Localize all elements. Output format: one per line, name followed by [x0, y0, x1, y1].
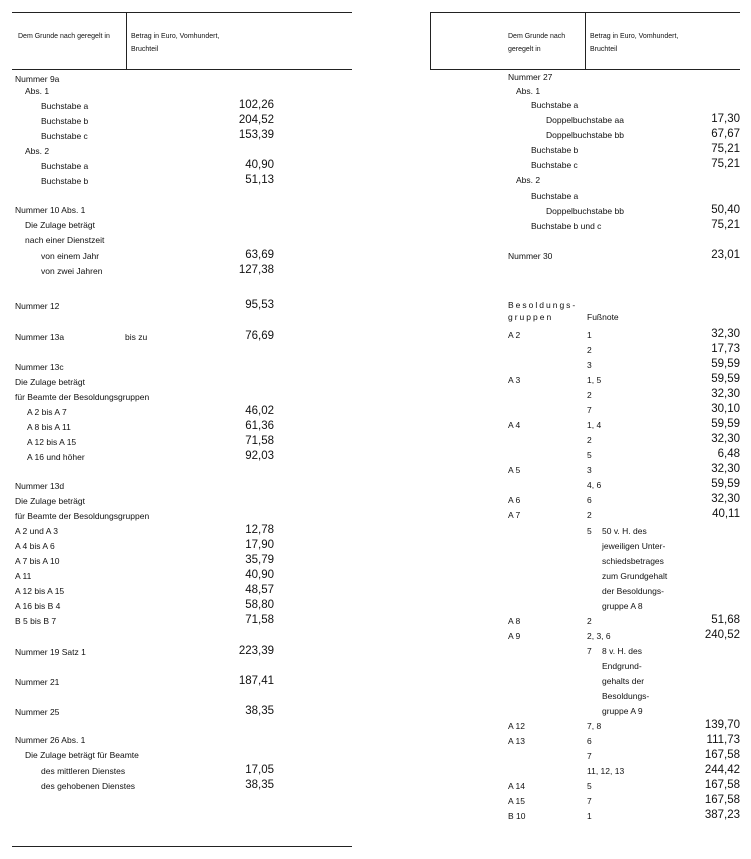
entry-label: Abs. 2 [25, 146, 50, 156]
entry-label: Buchstabe b [531, 145, 579, 155]
grade-amount: 32,30 [711, 388, 740, 400]
grade-amount: 32,30 [711, 433, 740, 445]
footnote-ref: 1 [587, 330, 592, 340]
entry-row [12, 204, 352, 218]
entry-row [12, 706, 352, 720]
grade-amount: 59,59 [711, 418, 740, 430]
entry-row [12, 765, 352, 779]
grade-heading-line-2 [430, 311, 740, 325]
grade-label: A 7 [508, 510, 521, 520]
entry-label: Buchstabe a [531, 100, 579, 110]
entry-label: Nummer 10 Abs. 1 [15, 205, 86, 215]
grade-amount: 59,59 [711, 358, 740, 370]
footnote-ref: 11, 12, 13 [587, 766, 625, 776]
footnote-ref: 7 [587, 796, 592, 806]
entry-label: Nummer 13a [15, 332, 65, 342]
entry-row [12, 525, 352, 539]
grade-row [430, 479, 740, 493]
entry-row [430, 174, 740, 188]
grade-label: B 10 [508, 811, 526, 821]
entry-amount: 17,30 [711, 113, 740, 125]
footnote-ref: 7 [587, 751, 592, 761]
entry-label: für Beamte der Besoldungsgruppen [15, 511, 150, 521]
entry-amount: 153,39 [238, 129, 274, 141]
entry-row [430, 205, 740, 219]
grade-amount: 6,48 [717, 448, 740, 460]
grade-heading: Besoldungs- [508, 300, 578, 310]
grade-amount: 32,30 [711, 463, 740, 475]
entry-row [12, 175, 352, 189]
grade-row [430, 675, 740, 689]
grade-row [430, 570, 740, 584]
grade-row [430, 494, 740, 508]
footnote-ref: 7 [587, 646, 592, 656]
grade-row [430, 374, 740, 388]
grade-row [430, 660, 740, 674]
entry-label: Abs. 1 [516, 86, 541, 96]
grade-row [430, 525, 740, 539]
entry-amount: 12,78 [245, 524, 274, 536]
entry-label: A 2 bis A 7 [27, 407, 67, 417]
entry-amount: 40,90 [245, 159, 274, 171]
left-column [12, 12, 352, 791]
grade-row [430, 404, 740, 418]
grade-row [430, 449, 740, 463]
grade-amount: 32,30 [711, 328, 740, 340]
footnote-ref: 5 [587, 526, 592, 536]
entry-amount: 127,38 [238, 264, 274, 276]
grade-amount: 167,58 [704, 794, 740, 806]
entry-amount: 102,26 [238, 99, 274, 111]
footnote-ref: 2 [587, 345, 592, 355]
entry-row [430, 144, 740, 158]
grade-row [430, 434, 740, 448]
entry-label: Buchstabe a [41, 161, 89, 171]
grade-amount: 59,59 [711, 373, 740, 385]
grade-label: A 8 [508, 616, 521, 626]
entry-row [12, 160, 352, 174]
entry-row [12, 219, 352, 233]
grade-row [430, 600, 740, 614]
entry-label: Nummer 26 Abs. 1 [15, 735, 86, 745]
grade-amount: 51,68 [711, 614, 740, 626]
entry-row [12, 495, 352, 509]
entry-label: A 2 und A 3 [15, 526, 59, 536]
entry-label: A 16 bis B 4 [15, 601, 61, 611]
entry-label: Buchstabe a [41, 101, 89, 111]
entry-label: Nummer 13c [15, 362, 64, 372]
grade-row [430, 509, 740, 523]
entry-row [12, 331, 352, 345]
entry-amount: 17,05 [245, 764, 274, 776]
footnote-text: 50 v. H. des [602, 526, 647, 536]
footnote-text: der Besoldungs- [602, 586, 664, 596]
footnote-text: 8 v. H. des [602, 646, 642, 656]
footnote-ref: 5 [587, 450, 592, 460]
entry-qualifier: bis zu [125, 332, 148, 342]
entry-label: Die Zulage beträgt [25, 220, 95, 230]
header-divider-right [585, 13, 586, 69]
header-amount-label: Betrag in Euro, Vomhundert, Bruchteil [131, 33, 220, 53]
right-table-header [430, 12, 740, 70]
entry-row [12, 406, 352, 420]
footnote-text: jeweiligen Unter- [602, 541, 666, 551]
entry-row [12, 376, 352, 390]
entry-label: A 11 [15, 571, 32, 581]
footnote-ref: 5 [587, 781, 592, 791]
entry-row [12, 600, 352, 614]
entry-amount: 75,21 [711, 158, 740, 170]
entry-amount: 76,69 [245, 330, 274, 342]
entry-row [12, 361, 352, 375]
left-table-header [12, 12, 352, 70]
entry-row [12, 480, 352, 494]
footnote-heading: Fußnote [587, 312, 619, 322]
grade-row [430, 540, 740, 554]
entry-label: B 5 bis B 7 [15, 616, 57, 626]
entry-label: des mittleren Dienstes [41, 766, 126, 776]
entry-amount: 204,52 [238, 114, 274, 126]
footnote-text: Besoldungs- [602, 691, 650, 701]
entry-amount: 223,39 [238, 645, 274, 657]
entry-label: A 8 bis A 11 [27, 422, 71, 432]
grade-row [430, 555, 740, 569]
footnote-ref: 1 [587, 811, 592, 821]
footnote-ref: 2 [587, 616, 592, 626]
footnote-text: gruppe A 9 [602, 706, 643, 716]
entry-label: Buchstabe b [41, 116, 89, 126]
entry-label: A 4 bis A 6 [15, 541, 55, 551]
grade-label: A 15 [508, 796, 526, 806]
entry-label: Die Zulage beträgt [15, 496, 85, 506]
grade-row [430, 615, 740, 629]
entry-label: A 7 bis A 10 [15, 556, 60, 566]
grade-amount: 240,52 [704, 629, 740, 641]
entry-amount: 40,90 [245, 569, 274, 581]
footnote-text: gehalts der [602, 676, 645, 686]
entry-amount: 58,80 [245, 599, 274, 611]
entry-label: Die Zulage beträgt für Beamte [25, 750, 139, 760]
entry-label: Nummer 13d [15, 481, 65, 491]
entry-row [12, 436, 352, 450]
entry-amount: 23,01 [711, 249, 740, 261]
entry-amount: 46,02 [245, 405, 274, 417]
footnote-ref: 3 [587, 360, 592, 370]
grade-row [430, 585, 740, 599]
entry-label: Nummer 30 [508, 251, 553, 261]
entry-label: Buchstabe c [531, 160, 578, 170]
footnote-ref: 7 [587, 405, 592, 415]
grade-row [430, 750, 740, 764]
entry-amount: 17,90 [245, 539, 274, 551]
header-amount-label-right: Betrag in Euro, Vomhundert, Bruchteil [590, 33, 679, 53]
grade-row [430, 810, 740, 824]
entry-amount: 75,21 [711, 219, 740, 231]
entry-row [12, 615, 352, 629]
entry-row [12, 130, 352, 144]
grade-row [430, 780, 740, 794]
entry-amount: 187,41 [238, 675, 274, 687]
header-basis-label-right: Dem Grunde nach geregelt in [508, 33, 566, 53]
footnote-ref: 6 [587, 736, 592, 746]
entry-amount: 38,35 [245, 779, 274, 791]
footnote-text: zum Grundgehalt [602, 571, 668, 581]
entry-amount: 75,21 [711, 143, 740, 155]
grade-amount: 244,42 [704, 764, 740, 776]
header-divider [126, 13, 127, 69]
grade-label: A 5 [508, 465, 521, 475]
entry-row [430, 190, 740, 204]
grade-row [430, 359, 740, 373]
grade-amount: 32,30 [711, 493, 740, 505]
entry-row [12, 145, 352, 159]
entry-amount: 48,57 [245, 584, 274, 596]
entry-row [12, 234, 352, 248]
entry-amount: 95,53 [245, 299, 274, 311]
entry-row [430, 250, 740, 264]
grade-label: A 2 [508, 330, 521, 340]
entry-label: Nummer 21 [15, 677, 60, 687]
grade-amount: 167,58 [704, 749, 740, 761]
grade-row [430, 795, 740, 809]
grade-row [430, 419, 740, 433]
grade-row [430, 389, 740, 403]
grade-amount: 139,70 [704, 719, 740, 731]
entry-label: Abs. 1 [25, 86, 50, 96]
entry-row [12, 749, 352, 763]
entry-row [12, 451, 352, 465]
entry-row [12, 555, 352, 569]
footnote-ref: 2 [587, 510, 592, 520]
grade-amount: 387,23 [704, 809, 740, 821]
entry-amount: 67,67 [711, 128, 740, 140]
entry-row [430, 220, 740, 234]
grade-label: A 4 [508, 420, 521, 430]
entry-row [12, 734, 352, 748]
footnote-ref: 3 [587, 465, 592, 475]
entry-row [430, 159, 740, 173]
entry-amount: 92,03 [245, 450, 274, 462]
grade-row [430, 329, 740, 343]
entry-row [12, 391, 352, 405]
entry-label: Nummer 27 [508, 72, 553, 82]
grade-label: A 9 [508, 631, 521, 641]
footnote-text: schiedsbetrages [602, 556, 664, 566]
entry-row [12, 115, 352, 129]
grade-amount: 17,73 [711, 343, 740, 355]
entry-row [12, 421, 352, 435]
entry-row [12, 510, 352, 524]
entry-row [12, 250, 352, 264]
entry-row [12, 100, 352, 114]
entry-amount: 71,58 [245, 614, 274, 626]
entry-row [12, 585, 352, 599]
entry-row [12, 570, 352, 584]
entry-label: A 16 und höher [27, 452, 85, 462]
entry-label: Doppelbuchstabe bb [546, 206, 624, 216]
grade-amount: 111,73 [706, 734, 740, 746]
entry-row [430, 114, 740, 128]
grade-amount: 30,10 [711, 403, 740, 415]
grade-row [430, 344, 740, 358]
entry-row [430, 99, 740, 113]
footnote-ref: 4, 6 [587, 480, 602, 490]
entry-label: Doppelbuchstabe bb [546, 130, 624, 140]
grade-label: A 13 [508, 736, 526, 746]
footnote-ref: 1, 4 [587, 420, 602, 430]
entry-row [12, 540, 352, 554]
grade-amount: 40,11 [712, 508, 740, 520]
entry-label: Doppelbuchstabe aa [546, 115, 624, 125]
entry-label: von einem Jahr [41, 251, 100, 261]
grade-row [430, 630, 740, 644]
entry-label: Nummer 25 [15, 707, 60, 717]
grade-row [430, 720, 740, 734]
entry-label: nach einer Dienstzeit [25, 235, 105, 245]
entry-label: des gehobenen Dienstes [41, 781, 136, 791]
entry-amount: 71,58 [245, 435, 274, 447]
entry-amount: 50,40 [711, 204, 740, 216]
entry-label: A 12 bis A 15 [27, 437, 77, 447]
entry-label: A 12 bis A 15 [15, 586, 65, 596]
grade-row [430, 765, 740, 779]
grade-label: A 12 [508, 721, 526, 731]
header-basis-label: Dem Grunde nach geregelt in [18, 33, 110, 40]
footnote-ref: 7, 8 [587, 721, 602, 731]
footnote-ref: 2 [587, 435, 592, 445]
grade-heading-2: gruppen [508, 312, 554, 322]
entry-amount: 35,79 [245, 554, 274, 566]
entry-row [430, 85, 740, 99]
grade-label: A 6 [508, 495, 521, 505]
entry-amount: 63,69 [245, 249, 274, 261]
entry-label: Buchstabe b [41, 176, 89, 186]
entry-label: für Beamte der Besoldungsgruppen [15, 392, 150, 402]
footnote-ref: 1, 5 [587, 375, 602, 385]
grade-row [430, 705, 740, 719]
grade-row [430, 645, 740, 659]
entry-row [12, 676, 352, 690]
footnote-text: Endgrund- [602, 661, 642, 671]
entry-row [430, 71, 740, 85]
grade-amount: 167,58 [704, 779, 740, 791]
entry-row [12, 300, 352, 314]
entry-amount: 51,13 [245, 174, 274, 186]
footnote-ref: 2 [587, 390, 592, 400]
grade-row [430, 464, 740, 478]
entry-label: Buchstabe c [41, 131, 88, 141]
entry-label: von zwei Jahren [41, 266, 103, 276]
entry-label: Abs. 2 [516, 175, 541, 185]
grade-amount: 59,59 [711, 478, 740, 490]
left-bottom-rule [12, 846, 352, 847]
grade-row [430, 735, 740, 749]
entry-label: Nummer 9a [15, 74, 60, 84]
grade-label: A 3 [508, 375, 521, 385]
entry-label: Die Zulage beträgt [15, 377, 85, 387]
entry-row [12, 646, 352, 660]
entry-row [430, 129, 740, 143]
entry-row [12, 265, 352, 279]
right-header-edge [430, 12, 431, 69]
grade-row [430, 690, 740, 704]
entry-label: Buchstabe a [531, 191, 579, 201]
footnote-text: gruppe A 8 [602, 601, 643, 611]
footnote-ref: 2, 3, 6 [587, 631, 611, 641]
footnote-ref: 6 [587, 495, 592, 505]
entry-row [12, 85, 352, 99]
entry-row [12, 780, 352, 794]
entry-label: Buchstabe b und c [531, 221, 602, 231]
entry-label: Nummer 12 [15, 301, 60, 311]
right-column [430, 12, 740, 821]
entry-label: Nummer 19 Satz 1 [15, 647, 86, 657]
entry-amount: 61,36 [245, 420, 274, 432]
entry-amount: 38,35 [245, 705, 274, 717]
grade-label: A 14 [508, 781, 526, 791]
